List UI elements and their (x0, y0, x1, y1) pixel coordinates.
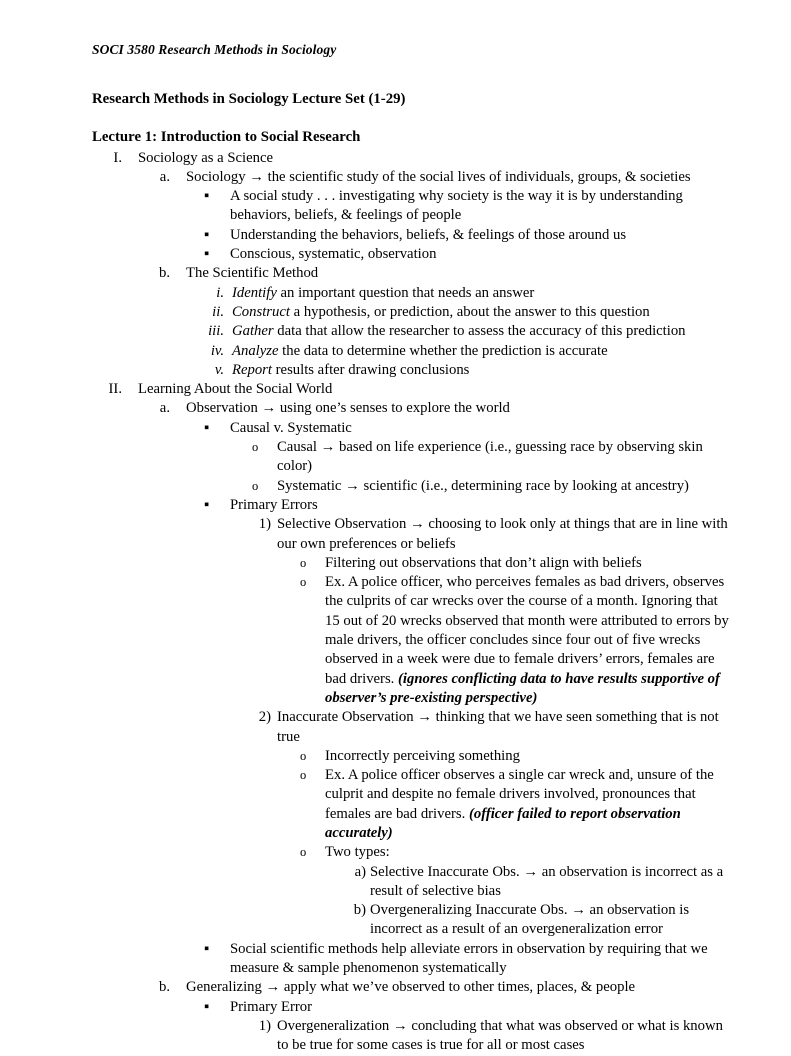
outline-text (232, 361, 732, 380)
term-definition: an observation is incorrect as a result of an overgeneralization error (370, 902, 690, 938)
emphasis-word: Report (232, 361, 272, 378)
outline-text: Conscious, systematic, observation (230, 246, 437, 263)
outline-text (277, 1017, 732, 1056)
step-text: data that allow the researcher to assess the accuracy of this prediction (277, 323, 686, 340)
bullet-item (92, 496, 732, 515)
outline-text (277, 708, 732, 747)
outline-text (232, 303, 732, 322)
arrow-icon: → (523, 863, 539, 880)
list-marker: 2) (258, 709, 271, 726)
roman-marker: i. (216, 284, 224, 301)
bullet-item (92, 419, 732, 438)
list-marker: b. (158, 979, 170, 996)
term-definition: thinking that we have seen something that is not true (277, 709, 719, 745)
example-text: Ex. A police officer, who perceives females as bad drivers, observes the culprits of car wrecks over the course of a month. Ignoring that 15 out of 20 wrecks observed that month were attributed to errors by male drivers, the officer concludes since four out of five wrecks observed in a week were due to female drivers’ errors, females are bad drivers. (325, 574, 729, 687)
step-text: the data to determine whether the prediction is accurate (282, 342, 608, 359)
hollow-bullet-icon: o (300, 845, 307, 860)
document-body (92, 90, 732, 1056)
term-lead: Generalizing (186, 979, 262, 996)
emphasis-word: Construct (232, 303, 290, 320)
list-marker: a. (159, 400, 170, 417)
term-lead: Causal (277, 439, 317, 456)
numbered-item (92, 1017, 732, 1056)
bullet-item (92, 998, 732, 1017)
outline-text (370, 901, 732, 940)
lettered-item (92, 901, 732, 940)
outline-text (186, 399, 732, 418)
scientific-method-step (92, 342, 732, 361)
term-lead: Overgeneralization (277, 1017, 390, 1034)
outline-item-1b (92, 264, 732, 283)
bullet-item (92, 226, 732, 245)
lettered-item (92, 863, 732, 902)
running-header: SOCI 3580 Research Methods in Sociology (92, 42, 337, 57)
bullet-item (92, 187, 732, 226)
hollow-bullet-icon: o (300, 555, 307, 570)
term-lead: Sociology (186, 168, 246, 185)
outline-text: Learning About the Social World (138, 381, 333, 398)
arrow-icon: → (249, 168, 264, 185)
step-text: results after drawing conclusions (275, 361, 470, 378)
outline-text (325, 766, 732, 843)
term-definition: choosing to look only at things that are in line with our own preferences or beliefs (277, 516, 728, 552)
square-bullet-icon: ▪ (204, 246, 210, 263)
term-definition: an observation is incorrect as a result of selective bias (370, 863, 724, 899)
numbered-item (92, 708, 732, 747)
term-definition: apply what we’ve observed to other times, places, & people (283, 979, 636, 996)
outline-item-roman-2 (92, 380, 732, 399)
arrow-icon: → (417, 709, 432, 726)
numbered-item (92, 515, 732, 554)
scientific-method-step (92, 322, 732, 341)
outline-text: Primary Errors (230, 496, 318, 513)
square-bullet-icon: ▪ (204, 940, 210, 957)
list-marker: 1) (258, 516, 271, 533)
hollow-bullet-icon: o (252, 478, 259, 493)
outline-text: Incorrectly perceiving something (325, 747, 520, 764)
emphasis-word: Identify (232, 284, 277, 301)
outline-text (186, 168, 732, 187)
term-definition: scientific (i.e., determining race by looking at ancestry) (363, 477, 689, 494)
arrow-icon: → (320, 439, 336, 456)
hollow-bullet-icon: o (300, 748, 307, 763)
list-marker: 1) (258, 1017, 271, 1034)
step-text: an important question that needs an answer (280, 284, 535, 301)
sub-bullet-item (92, 438, 732, 477)
term-lead: Observation (186, 400, 258, 417)
outline-text: Social scientific methods help alleviate errors in observation by requiring that we measure & sample phenomenon systematically (230, 940, 708, 977)
list-marker: a) (354, 863, 366, 880)
outline-text (186, 978, 732, 997)
bullet-item (92, 940, 732, 979)
hollow-bullet-icon: o (300, 768, 307, 783)
arrow-icon: → (571, 902, 586, 919)
sub-bullet-item (92, 554, 732, 573)
list-marker: a. (159, 168, 170, 185)
term-lead: Inaccurate Observation (277, 709, 414, 726)
hollow-bullet-icon: o (300, 575, 307, 590)
lecture-subtitle: Lecture 1: Introduction to Social Research (92, 129, 361, 146)
step-text: a hypothesis, or prediction, about the answer to this question (293, 303, 650, 320)
roman-marker: ii. (212, 303, 224, 320)
list-marker: I. (113, 149, 122, 166)
list-marker: II. (108, 381, 122, 398)
square-bullet-icon: ▪ (204, 496, 210, 513)
arrow-icon: → (261, 400, 277, 417)
outline-text: Filtering out observations that don’t align with beliefs (325, 554, 642, 571)
square-bullet-icon: ▪ (204, 998, 210, 1015)
outline-text: Causal v. Systematic (230, 419, 352, 436)
arrow-icon: → (345, 477, 360, 494)
term-definition: using one’s senses to explore the world (279, 400, 510, 417)
arrow-icon: → (409, 516, 425, 533)
example-text: Ex. A police officer observes a single car wreck and, unsure of the culprit and despite no female drivers involved, pronounces that females are bad drivers. (325, 767, 714, 822)
outline-text (277, 438, 732, 477)
outline-item-roman-1 (92, 149, 732, 168)
outline-item-2b (92, 978, 732, 997)
outline-text (232, 342, 732, 361)
term-lead: Overgeneralizing Inaccurate Obs. (370, 902, 568, 919)
sub-bullet-item (92, 843, 732, 862)
outline-text (232, 284, 732, 303)
outline-text: A social study . . . investigating why society is the way it is by understanding behaviors, beliefs, & feelings of people (230, 188, 683, 224)
term-lead: Systematic (277, 477, 342, 494)
bullet-item (92, 245, 732, 264)
hollow-bullet-icon: o (252, 440, 259, 455)
roman-marker: iii. (208, 323, 224, 340)
scientific-method-step (92, 303, 732, 322)
term-lead: Selective Observation (277, 516, 407, 533)
square-bullet-icon: ▪ (204, 188, 210, 205)
document-title: Research Methods in Sociology Lecture Set (1-29) (92, 91, 406, 107)
sub-bullet-item (92, 766, 732, 843)
outline-text (232, 322, 732, 341)
outline-text: Understanding the behaviors, beliefs, & feelings of those around us (230, 226, 627, 243)
parenthetical-note: (officer failed to report observation accurately) (325, 805, 681, 841)
outline-text (325, 573, 732, 708)
outline-text: Sociology as a Science (138, 149, 274, 166)
arrow-icon: → (392, 1017, 408, 1034)
outline-item-1a (92, 168, 732, 187)
list-marker: b. (158, 265, 170, 282)
outline-text: Two types: (325, 844, 390, 861)
outline-text (370, 863, 732, 902)
sub-bullet-item (92, 747, 732, 766)
parenthetical-note: (ignores conflicting data to have results supportive of observer’s pre-existing perspective) (325, 670, 720, 706)
scientific-method-step (92, 361, 732, 380)
term-definition: the scientific study of the social lives of individuals, groups, & societies (267, 168, 691, 185)
term-definition: concluding that what was observed or what is known to be true for some cases is true for all or most cases (277, 1017, 723, 1054)
outline-text: Primary Error (230, 998, 312, 1015)
sub-bullet-item (92, 573, 732, 708)
term-definition: based on life experience (i.e., guessing race by observing skin color) (277, 439, 703, 475)
outline-text (277, 515, 732, 554)
square-bullet-icon: ▪ (204, 419, 210, 436)
outline-text (277, 477, 732, 496)
emphasis-word: Analyze (232, 342, 279, 359)
outline-text: The Scientific Method (186, 265, 319, 282)
list-marker: b) (353, 902, 366, 919)
sub-bullet-item (92, 477, 732, 496)
roman-marker: v. (214, 361, 224, 378)
roman-marker: iv. (210, 342, 224, 359)
arrow-icon: → (265, 979, 281, 996)
emphasis-word: Gather (232, 323, 274, 340)
outline-item-2a (92, 399, 732, 418)
term-lead: Selective Inaccurate Obs. (370, 863, 520, 880)
square-bullet-icon: ▪ (204, 226, 210, 243)
scientific-method-step (92, 284, 732, 303)
